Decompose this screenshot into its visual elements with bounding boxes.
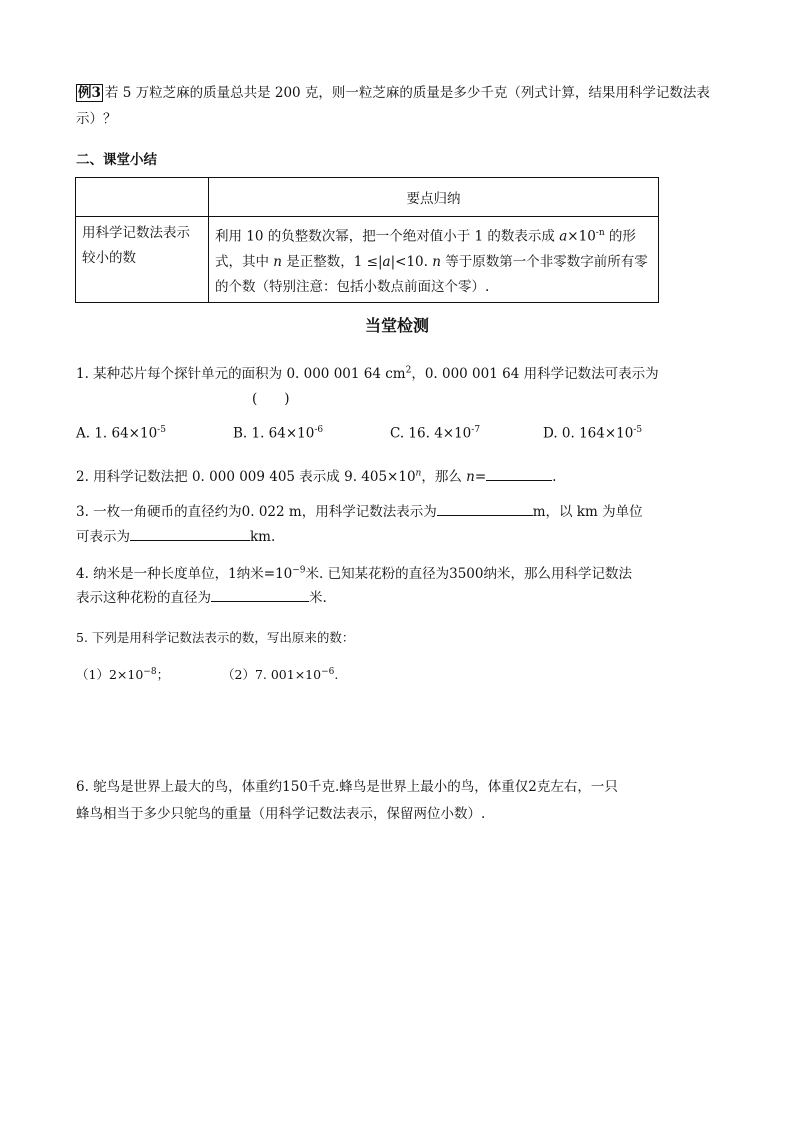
q1-option-b: B. 1. $64\times 10^{-6}$: [233, 425, 324, 442]
q2-line: 2. 用科学记数法把 0. 000 009 405 表示成 9. $405\times 10^n$，那么 n= .: [76, 465, 556, 485]
q5-prompt: 5. 下列是用科学记数法表示的数，写出原来的数：: [76, 630, 355, 645]
example3-line1: [76, 81, 710, 101]
q3-answer-blank-1[interactable]: [437, 501, 533, 516]
q1-answer-paren: ( ): [252, 391, 290, 407]
q1-line1: 1. 某种芯片每个探针单元的面积为 0. 000 001 64 $cm^2$，0. 000 001 64 用科学记数法可表示为: [76, 365, 659, 382]
q3-line2: 可表示为 km.: [76, 525, 275, 545]
q5-part2: （2）7. $001\times 10^{-6}$.: [222, 666, 339, 682]
summary-title: 二、课堂小结: [76, 152, 157, 168]
summary-topic: 用科学记数法表示较小的数: [76, 217, 209, 303]
summary-table-header-empty: [76, 178, 209, 217]
q6-line2: 蜂鸟相当于多少只鸵鸟的重量（用科学记数法表示，保留两位小数）.: [76, 806, 486, 822]
summary-table-header: 要点归纳: [209, 178, 659, 217]
q4-line1: 4. 纳米是一种长度单位，1纳米$=10^{-9}$米. 已知某花粉的直径为3500纳米，那么用科学记数法: [76, 565, 632, 582]
example3-text-1: 若 5 万粒芝麻的质量总共是 200 克，则一粒芝麻的质量是多少千克（列式计算，结果用科学记数法表: [104, 85, 710, 101]
example3-tag: 例3: [78, 85, 101, 101]
q4-answer-blank[interactable]: [211, 587, 309, 602]
example3-line2: 示）？: [76, 111, 117, 127]
summary-table-row: [76, 217, 659, 303]
q6-line1: 6. 鸵鸟是世界上最大的鸟，体重约150千克.蜂鸟是世界上最小的鸟，体重仅2克左右，一只: [76, 779, 618, 795]
q3-line1: 3. 一枚一角硬币的直径约为0. 022 m，用科学记数法表示为 m，以 km 为单位: [76, 500, 643, 520]
q1-option-d: D. 0. $164\times 10^{-5}$: [543, 425, 643, 442]
summary-table: [75, 177, 659, 303]
q5-part1: $(1)2\times 10^{-8}$；: [76, 666, 170, 682]
summary-table-header-row: [76, 178, 659, 217]
q2-answer-blank[interactable]: [486, 466, 552, 481]
q1-option-c: C. 16. $4\times 10^{-7}$: [390, 425, 481, 442]
summary-content: 利用 10 的负整数次幂，把一个绝对值小于 1 的数表示成 $a\times 10^{-n}$ 的形式，其中 n 是正整数，1 ≤|a|<10. n 等于原数第一个非零数字前所有零的个数（特别注意：包括小数点前面这个零）.: [209, 217, 659, 303]
q1-option-a: A. 1. $64\times 10^{-5}$: [76, 425, 166, 442]
q4-line2: 表示这种花粉的直径为 米.: [76, 586, 327, 606]
q3-answer-blank-2[interactable]: [130, 526, 250, 541]
test-title: 当堂检测: [364, 316, 429, 335]
